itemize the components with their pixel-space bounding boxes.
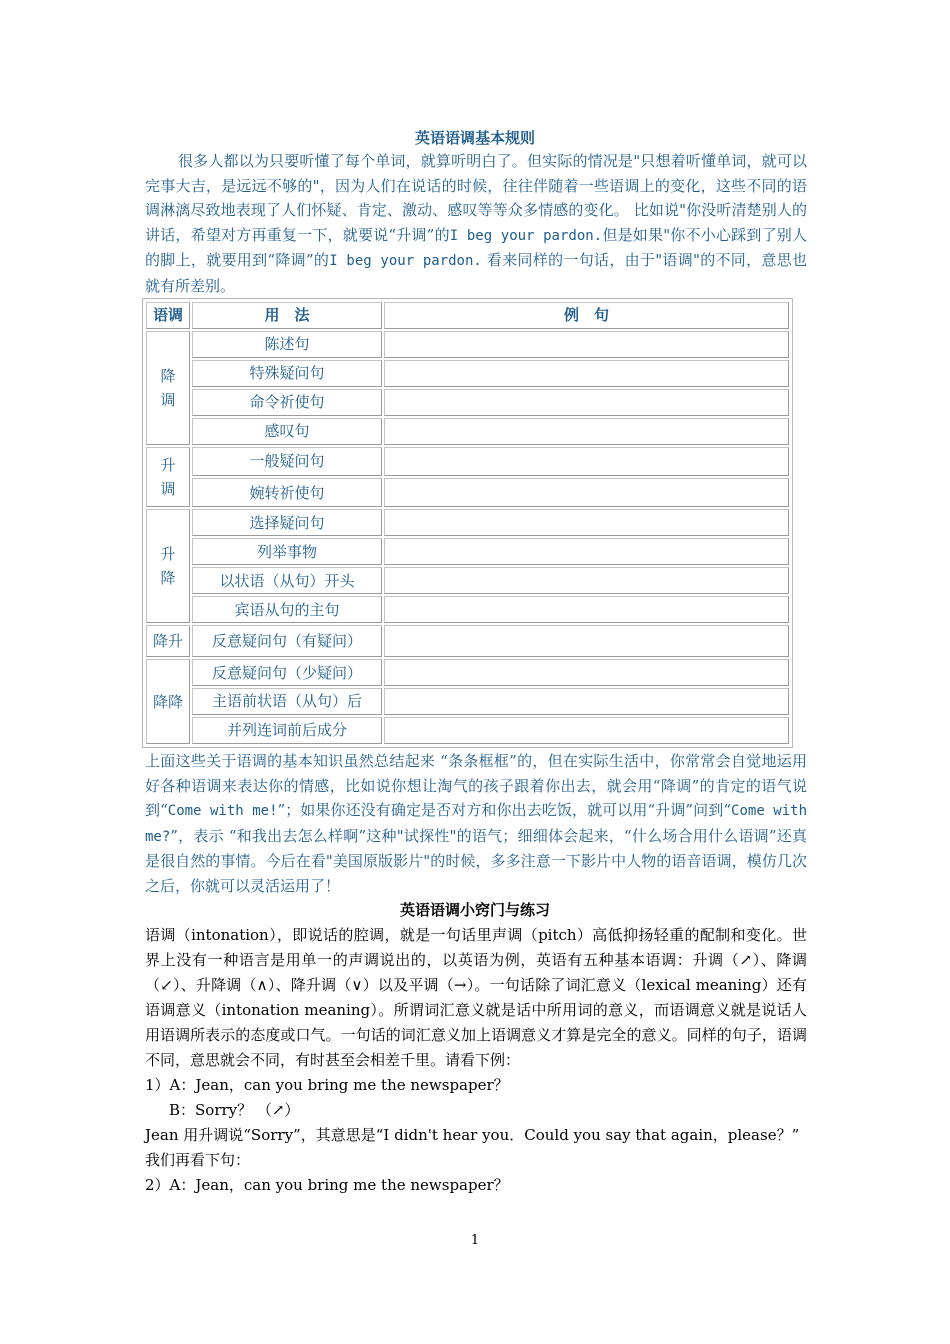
table-row <box>146 717 789 744</box>
example-line: 1）A：Jean，can you bring me the newspaper？ <box>145 1076 509 1094</box>
example-cell <box>384 717 789 744</box>
usage-cell: 特殊疑问句 <box>192 360 382 387</box>
table-row <box>146 688 789 715</box>
intonation-table <box>144 300 791 746</box>
table-row <box>146 625 789 657</box>
usage-cell: 感叹句 <box>192 418 382 445</box>
page-number: 1 <box>470 1233 480 1248</box>
table-row <box>146 331 789 358</box>
usage-cell: 命令祈使句 <box>192 389 382 416</box>
usage-cell: 列举事物 <box>192 538 382 565</box>
tone-cell-fall-rise: 降升 <box>146 625 190 657</box>
tone-cell-fall-fall: 降降 <box>146 659 190 744</box>
table-row <box>146 447 789 476</box>
usage-cell: 以状语（从句）开头 <box>192 567 382 594</box>
example-cell <box>384 596 789 623</box>
table-row <box>146 659 789 686</box>
table-row <box>146 360 789 387</box>
example-cell <box>384 659 789 686</box>
table-row <box>146 389 789 416</box>
usage-cell: 一般疑问句 <box>192 447 382 476</box>
usage-cell: 反意疑问句（少疑问） <box>192 659 382 686</box>
usage-cell: 反意疑问句（有疑问） <box>192 625 382 657</box>
usage-cell: 婉转祈使句 <box>192 478 382 507</box>
example-cell <box>384 567 789 594</box>
header-tone: 语调 <box>146 302 190 329</box>
example-cell <box>384 509 789 536</box>
page-title: 英语语调基本规则 <box>414 129 535 147</box>
intro-paragraph: 很多人都以为只要听懂了每个单词，就算听明白了。但实际的情况是"只想着听懂单词，就可以完事大吉，是远远不够的"，因为人们在说话的时候，往往伴随着一些语调上的变化，这些不同的语调淋漓尽致地表现了人们怀疑、肯定、激动、感叹等等众多情感的变化。 比如说"你没听清楚别人的讲话，希望对方再重复一下，就要说“升调”的I beg your pardon.但是如果"你不小心踩到了别人的脚上，就要用到“降调”的I beg your pardon. 看来同样的一句话，由于"语调"的不同，意思也就有所差别。 <box>145 152 808 295</box>
summary-paragraph: 上面这些关于语调的基本知识虽然总结起来 “条条框框”的，但在实际生活中，你常常会自觉地运用好各种语调来表达你的情感，比如说你想让淘气的孩子跟着你出去，就会用“降调”的肯定的语气说到“Come with me!”；如果你还没有确定是否对方和你出去吃饭，就可以用“升调”问到“Come with me?”，表示 “和我出去怎么样啊”这种"试探性"的语气；细细体会起来，“什么场合用什么语调”还真是很自然的事情。今后在看"美国原版影片"的时候，多多注意一下影片中人物的语音语调，模仿几次之后，你就可以灵活运用了！ <box>145 752 807 895</box>
example-cell <box>384 538 789 565</box>
tone-cell-rise-fall: 升 降 <box>146 509 190 623</box>
tone-cell-rising: 升 调 <box>146 447 190 508</box>
example-cell <box>384 360 789 387</box>
example-cell <box>384 688 789 715</box>
usage-cell: 陈述句 <box>192 331 382 358</box>
header-example: 例 句 <box>384 302 789 329</box>
example-line: Jean 用升调说“Sorry”，其意思是“I didn't hear you．Could you say that again，please？” <box>145 1126 800 1144</box>
example-line: B：Sorry？ （↗） <box>169 1101 300 1119</box>
example-cell <box>384 478 789 507</box>
table-row <box>146 596 789 623</box>
example-cell <box>384 625 789 657</box>
body-paragraph: 语调（intonation），即说话的腔调，就是一句话里声调（pitch）高低抑扬轻重的配制和变化。世界上没有一种语言是用单一的声调说出的，以英语为例，英语有五种基本语调：升调（↗）、降调（↙）、升降调（∧）、降升调（∨）以及平调（→）。一句话除了词汇意义（lexical meaning）还有语调意义（intonation meaning）。所谓词汇意义就是话中所用词的意义，而语调意义就是说话人用语调所表示的态度或口气。一句话的词汇意义加上语调意义才算是完全的意义。同样的句子，语调不同，意思就会不同，有时甚至会相差千里。请看下例： <box>145 926 807 1069</box>
tone-cell-falling: 降 调 <box>146 331 190 445</box>
table-row <box>146 509 789 536</box>
section-title: 英语语调小窍门与练习 <box>399 901 550 919</box>
example-cell <box>384 389 789 416</box>
usage-cell: 主语前状语（从句）后 <box>192 688 382 715</box>
example-cell <box>384 418 789 445</box>
usage-cell: 并列连词前后成分 <box>192 717 382 744</box>
usage-cell: 选择疑问句 <box>192 509 382 536</box>
table-row <box>146 418 789 445</box>
header-usage: 用 法 <box>192 302 382 329</box>
table-row <box>146 478 789 507</box>
example-cell <box>384 447 789 476</box>
table-row <box>146 567 789 594</box>
usage-cell: 宾语从句的主句 <box>192 596 382 623</box>
example-line: 2）A：Jean，can you bring me the newspaper？ <box>145 1176 509 1194</box>
intonation-table-frame <box>142 298 793 748</box>
table-header-row <box>146 302 789 329</box>
example-cell <box>384 331 789 358</box>
table-row <box>146 538 789 565</box>
example-line: 我们再看下句： <box>145 1151 251 1169</box>
